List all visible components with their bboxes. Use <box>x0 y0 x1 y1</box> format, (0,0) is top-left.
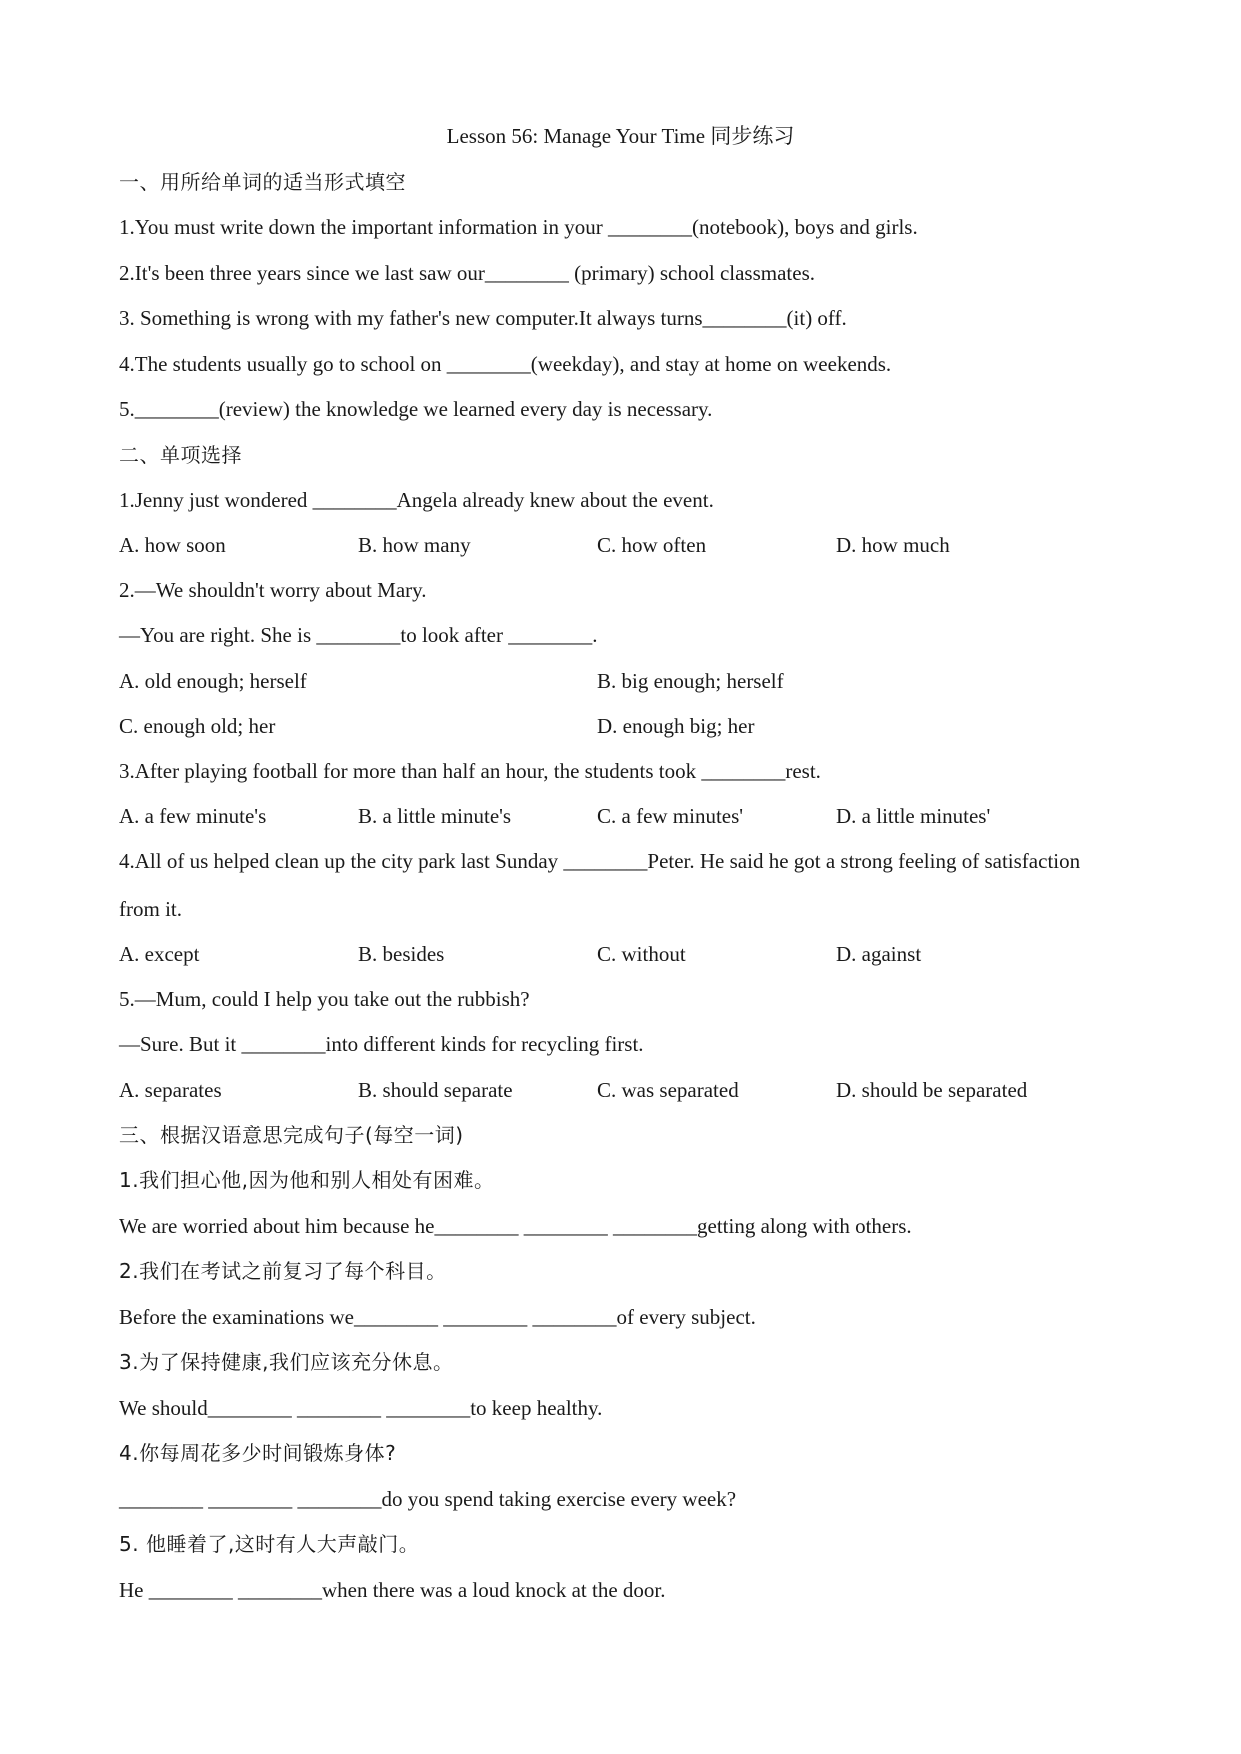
option-d: D. against <box>836 942 922 966</box>
option-c: C. how often <box>597 533 707 557</box>
option-row <box>119 532 1129 558</box>
chinese-prompt: 2.我们在考试之前复习了每个科目。 <box>119 1259 447 1283</box>
option-row <box>119 1077 1129 1103</box>
section-heading: 二、单项选择 <box>119 443 242 467</box>
option-c: C. without <box>597 942 686 966</box>
option-a: A. a few minute's <box>119 804 267 828</box>
option-a: A. separates <box>119 1078 222 1102</box>
question-stem: 4.All of us helped clean up the city park last Sunday ________Peter. He said he got a strong feeling of satisfaction <box>119 849 1081 873</box>
option-d: D. enough big; her <box>597 714 755 738</box>
option-d: D. how much <box>836 533 950 557</box>
english-sentence: We are worried about him because he________ ________ ________getting along with others. <box>119 1214 912 1238</box>
english-sentence: ________ ________ ________do you spend taking exercise every week? <box>119 1487 737 1511</box>
question-stem: 2.—We shouldn't worry about Mary. <box>119 578 427 602</box>
option-c: C. a few minutes' <box>597 804 744 828</box>
option-row <box>119 941 1129 967</box>
chinese-prompt: 3.为了保持健康,我们应该充分休息。 <box>119 1350 454 1374</box>
fill-blank-item: 3. Something is wrong with my father's new computer.It always turns________(it) off. <box>119 306 847 330</box>
section-heading: 三、根据汉语意思完成句子(每空一词) <box>119 1123 464 1147</box>
option-b: B. should separate <box>358 1078 513 1102</box>
english-sentence: Before the examinations we________ ________ ________of every subject. <box>119 1305 756 1329</box>
question-stem: 5.—Mum, could I help you take out the rubbish? <box>119 987 530 1011</box>
question-stem: —You are right. She is ________to look after ________. <box>119 623 598 647</box>
chinese-prompt: 5. 他睡着了,这时有人大声敲门。 <box>119 1532 420 1556</box>
option-a: A. except <box>119 942 200 966</box>
fill-blank-item: 4.The students usually go to school on ________(weekday), and stay at home on weekends. <box>119 352 892 376</box>
chinese-prompt: 1.我们担心他,因为他和别人相处有困难。 <box>119 1168 495 1192</box>
option-b: B. a little minute's <box>358 804 512 828</box>
option-c: C. enough old; her <box>119 714 276 738</box>
fill-blank-item: 1.You must write down the important information in your ________(notebook), boys and girls. <box>119 215 918 239</box>
option-c: C. was separated <box>597 1078 739 1102</box>
question-stem: 3.After playing football for more than half an hour, the students took ________rest. <box>119 759 821 783</box>
option-row <box>119 803 1129 829</box>
fill-blank-item: 5.________(review) the knowledge we learned every day is necessary. <box>119 397 713 421</box>
option-row <box>119 713 1129 739</box>
chinese-prompt: 4.你每周花多少时间锻炼身体? <box>119 1441 397 1465</box>
option-b: B. big enough; herself <box>597 669 784 693</box>
option-row <box>119 668 1129 694</box>
question-stem: —Sure. But it ________into different kinds for recycling first. <box>119 1032 644 1056</box>
section-heading: 一、用所给单词的适当形式填空 <box>119 170 406 194</box>
fill-blank-item: 2.It's been three years since we last saw our________ (primary) school classmates. <box>119 261 815 285</box>
option-a: A. old enough; herself <box>119 669 307 693</box>
english-sentence: He ________ ________when there was a loud knock at the door. <box>119 1578 666 1602</box>
question-stem: from it. <box>119 897 182 921</box>
english-sentence: We should________ ________ ________to keep healthy. <box>119 1396 603 1420</box>
question-stem: 1.Jenny just wondered ________Angela already knew about the event. <box>119 488 714 512</box>
page-title: Lesson 56: Manage Your Time 同步练习 <box>446 124 795 148</box>
option-b: B. how many <box>358 533 471 557</box>
option-a: A. how soon <box>119 533 226 557</box>
option-d: D. should be separated <box>836 1078 1028 1102</box>
option-d: D. a little minutes' <box>836 804 991 828</box>
option-b: B. besides <box>358 942 445 966</box>
